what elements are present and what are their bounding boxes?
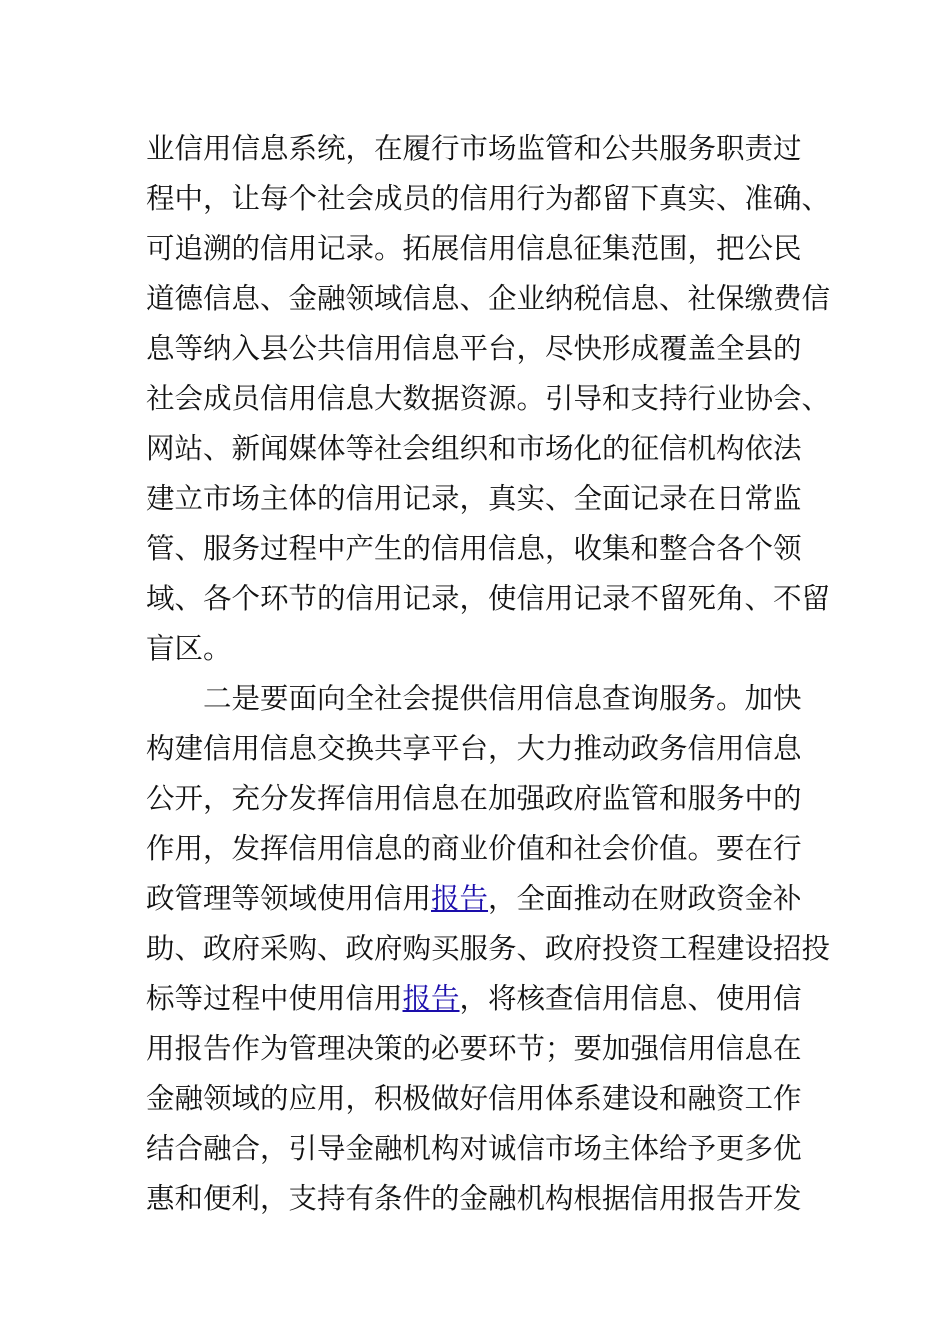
text-segment: 政管理等领域使用信用 [146, 882, 432, 915]
text-line: 助、政府采购、政府购买服务、政府投资工程建设招投 [146, 932, 831, 965]
text-line: 社会成员信用信息大数据资源。引导和支持行业协会、 [146, 382, 831, 415]
text-line: 业信用信息系统，在履行市场监管和公共服务职责过 [146, 132, 802, 165]
text-line: 建立市场主体的信用记录，真实、全面记录在日常监 [146, 482, 802, 515]
text-line-with-link [146, 974, 826, 1024]
text-line: 域、各个环节的信用记录，使信用记录不留死角、不留 [146, 582, 831, 615]
text-line: 构建信用信息交换共享平台，大力推动政务信用信息 [146, 732, 802, 765]
text-segment: ，将核查信用信息、使用信 [459, 982, 802, 1015]
text-line: 惠和便利，支持有条件的金融机构根据信用报告开发 [146, 1182, 802, 1215]
document-body [146, 124, 831, 1224]
text-line: 道德信息、金融领域信息、企业纳税信息、社保缴费信 [146, 282, 831, 315]
text-segment: 标等过程中使用信用 [146, 982, 403, 1015]
paragraph-start-line: 二是要面向全社会提供信用信息查询服务。加快 [203, 682, 802, 715]
text-line: 管、服务过程中产生的信用信息，收集和整合各个领 [146, 532, 802, 565]
text-line: 结合融合，引导金融机构对诚信市场主体给予更多优 [146, 1132, 802, 1165]
text-line: 金融领域的应用，积极做好信用体系建设和融资工作 [146, 1082, 802, 1115]
text-line: 程中，让每个社会成员的信用行为都留下真实、准确、 [146, 182, 831, 215]
text-line: 用报告作为管理决策的必要环节；要加强信用信息在 [146, 1032, 802, 1065]
text-segment: ，全面推动在财政资金补 [488, 882, 802, 915]
text-line: 盲区。 [146, 632, 232, 665]
text-line: 作用，发挥信用信息的商业价值和社会价值。要在行 [146, 832, 802, 865]
text-line-with-link [146, 874, 826, 924]
text-line: 公开，充分发挥信用信息在加强政府监管和服务中的 [146, 782, 802, 815]
text-line: 网站、新闻媒体等社会组织和市场化的征信机构依法 [146, 432, 802, 465]
report-link[interactable]: 报告 [431, 882, 489, 915]
text-line: 息等纳入县公共信用信息平台，尽快形成覆盖全县的 [146, 332, 802, 365]
report-link[interactable]: 报告 [402, 982, 460, 1015]
text-line: 可追溯的信用记录。拓展信用信息征集范围，把公民 [146, 232, 802, 265]
